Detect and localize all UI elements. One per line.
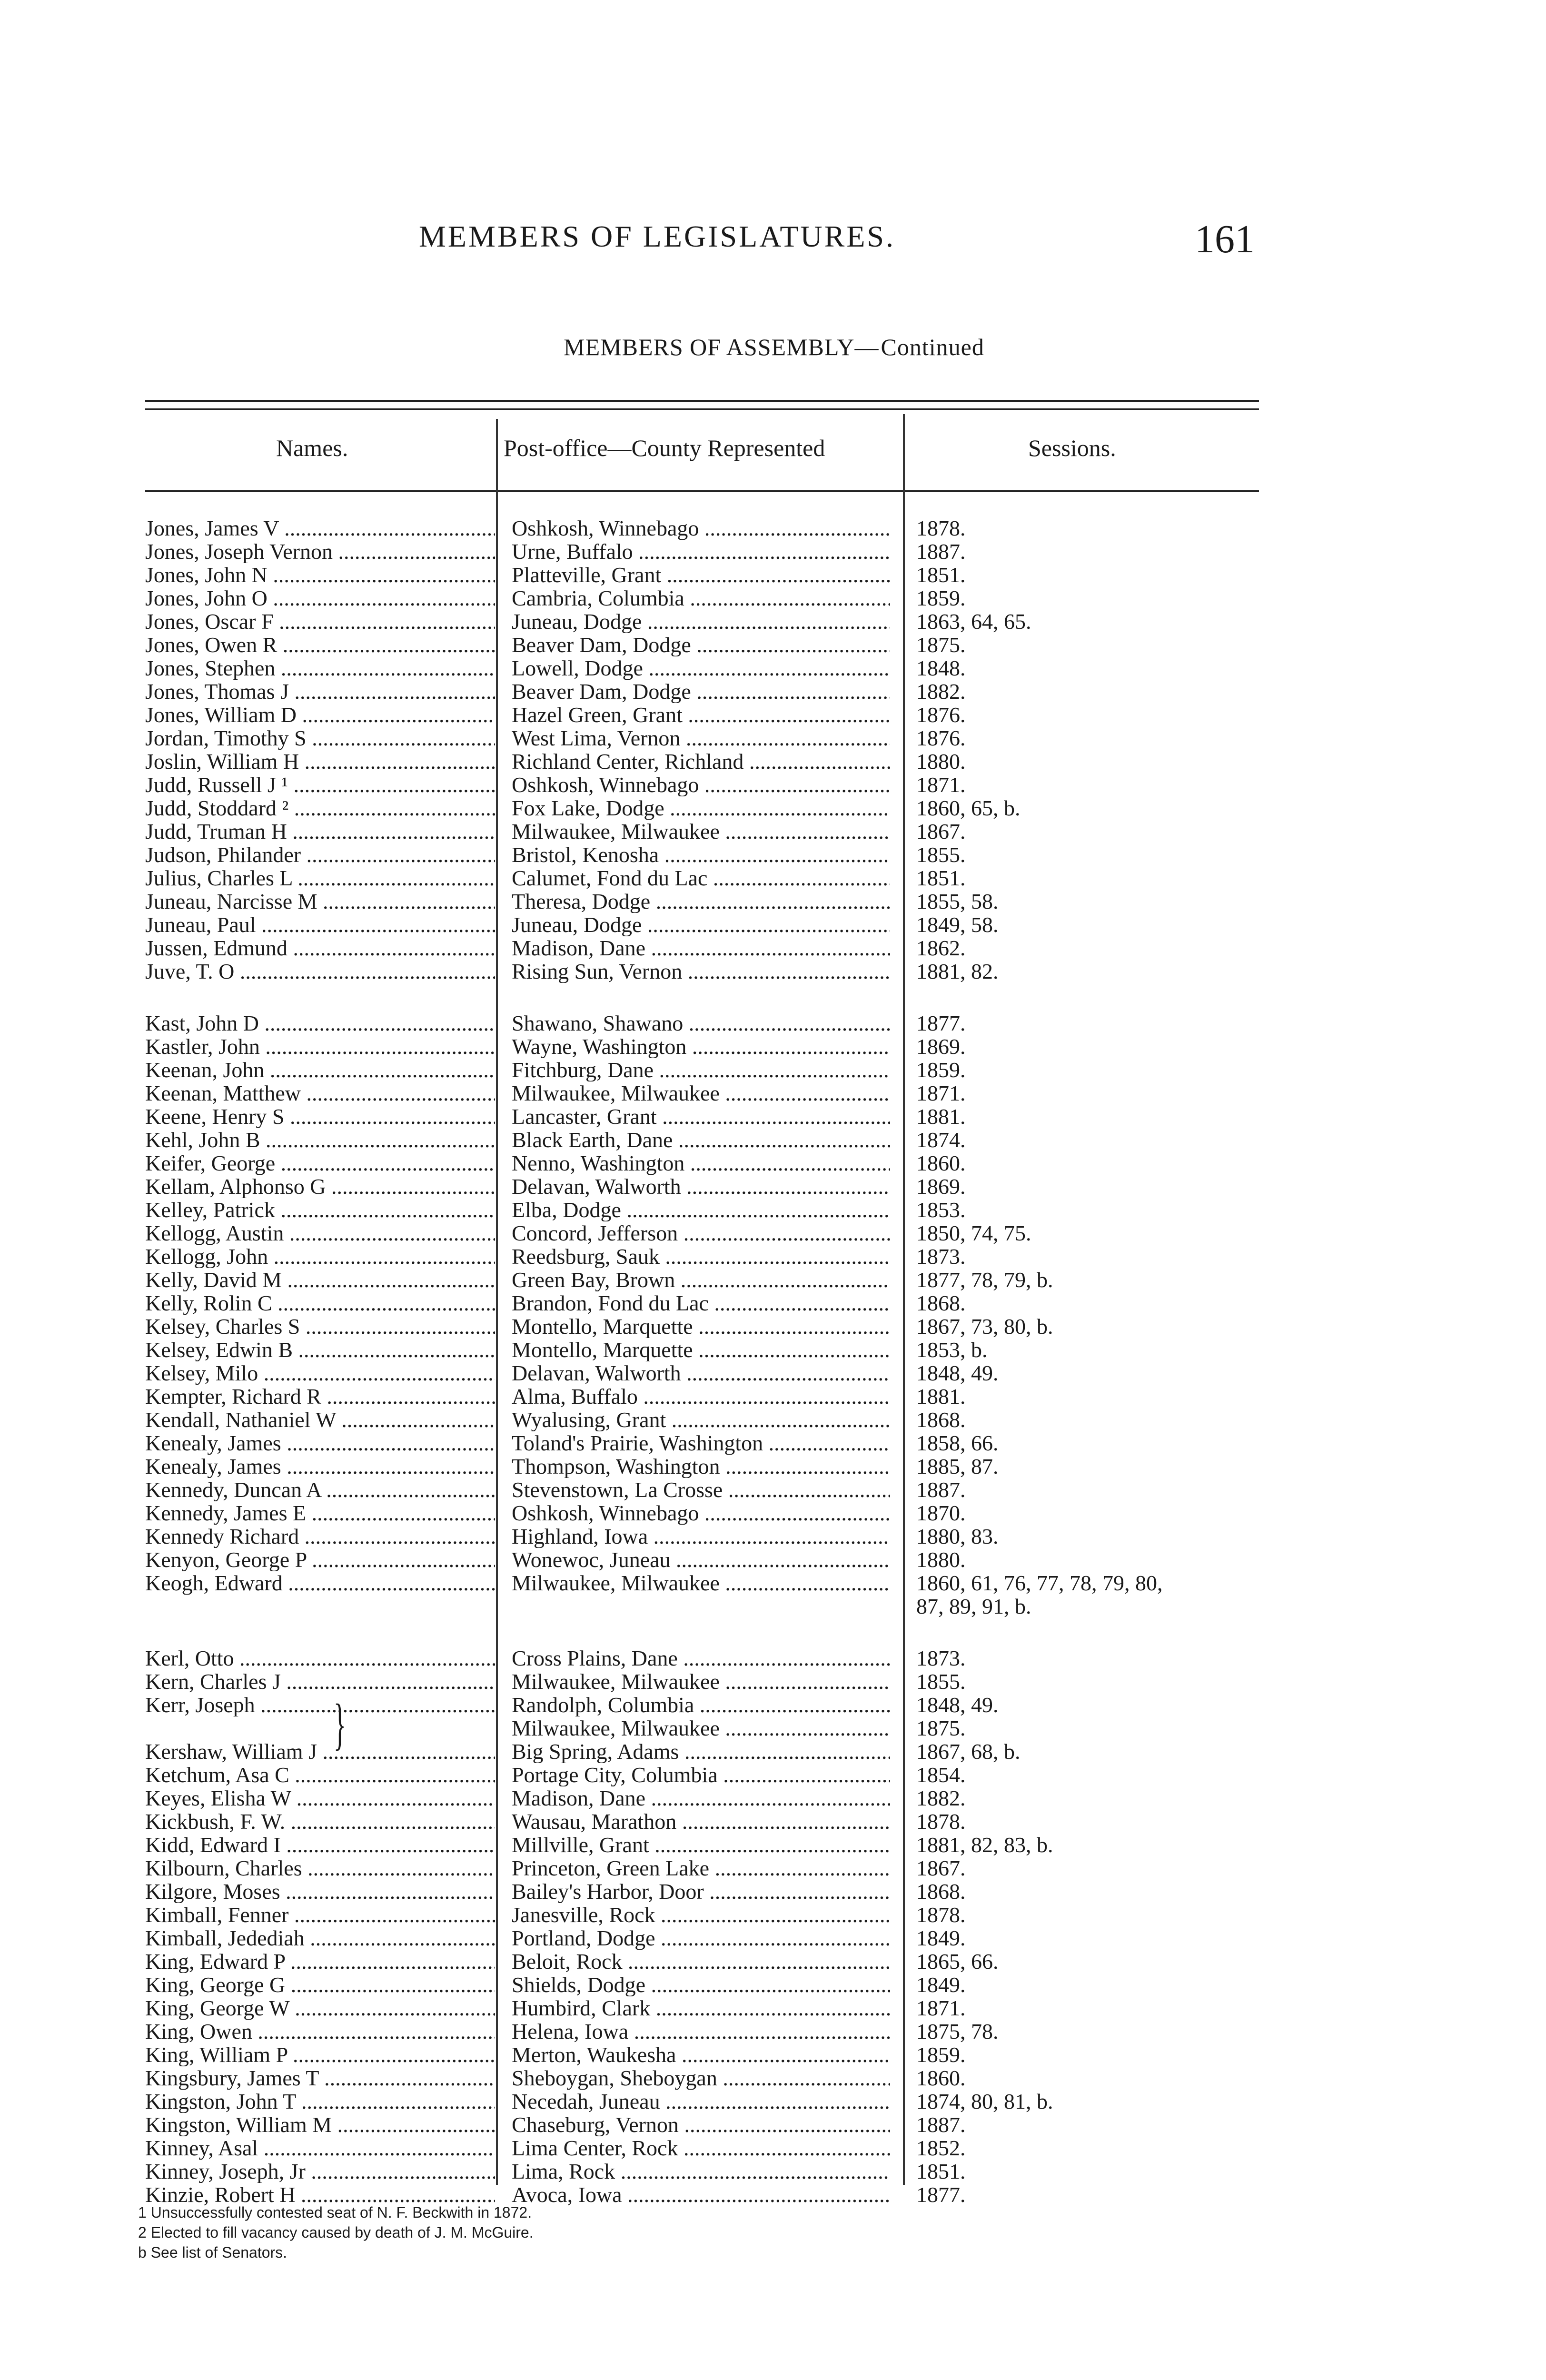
sessions-cell: 1867, 68, b. bbox=[916, 1740, 1021, 1763]
post-office-cell: Juneau, Dodge ..... bbox=[512, 610, 890, 633]
post-office-cell: Necedah, Juneau ..... bbox=[512, 2090, 890, 2113]
sessions-cell: 1881, 82, 83, b. bbox=[916, 1833, 1053, 1856]
member-name-cell: Kempter, Richard R ..... bbox=[145, 1385, 495, 1408]
member-name-cell: Juneau, Paul ..... bbox=[145, 913, 495, 936]
sessions-cell: 1862. bbox=[916, 936, 966, 960]
post-office-cell: Shields, Dodge ..... bbox=[512, 1973, 890, 1996]
post-office-cell: Madison, Dane ..... bbox=[512, 936, 890, 960]
sessions-cell: 1878. bbox=[916, 516, 966, 540]
sessions-cell: 1868. bbox=[916, 1408, 966, 1431]
post-office-cell: Janesville, Rock ..... bbox=[512, 1903, 890, 1926]
footnote-b: b See list of Senators. bbox=[138, 2244, 287, 2261]
member-name-cell: Julius, Charles L ..... bbox=[145, 866, 495, 890]
member-name-cell: Juve, T. O ..... bbox=[145, 960, 495, 983]
sessions-cell: 1848, 49. bbox=[916, 1361, 999, 1385]
sessions-cell: 1863, 64, 65. bbox=[916, 610, 1031, 633]
post-office-cell: Delavan, Walworth ..... bbox=[512, 1361, 890, 1385]
sessions-cell: 1867. bbox=[916, 1856, 966, 1880]
footnote-1: 1 Unsuccessfully contested seat of N. F. Beckwith in 1872. bbox=[138, 2204, 532, 2221]
member-name-cell: King, Edward P ..... bbox=[145, 1950, 495, 1973]
member-name-cell: Jones, James V ..... bbox=[145, 516, 495, 540]
sessions-cell: 1887. bbox=[916, 1478, 966, 1501]
post-office-cell: Oshkosh, Winnebago ..... bbox=[512, 516, 890, 540]
sessions-cell: 1875. bbox=[916, 1716, 966, 1740]
header-bottom-rule bbox=[145, 490, 1259, 492]
post-office-cell: Fox Lake, Dodge ..... bbox=[512, 796, 890, 820]
page-title: MEMBERS OF LEGISLATURES. bbox=[419, 219, 895, 253]
page-header bbox=[0, 219, 1546, 271]
post-office-cell: Oshkosh, Winnebago ..... bbox=[512, 773, 890, 796]
sessions-cell: 1851. bbox=[916, 866, 966, 890]
sessions-cell: 1881. bbox=[916, 1385, 966, 1408]
post-office-cell: Montello, Marquette ..... bbox=[512, 1338, 890, 1361]
post-office-cell: Cambria, Columbia ..... bbox=[512, 586, 890, 610]
member-name-cell: Kellogg, John ..... bbox=[145, 1245, 495, 1268]
post-office-cell: Milwaukee, Milwaukee ..... bbox=[512, 1571, 890, 1595]
post-office-cell: Reedsburg, Sauk ..... bbox=[512, 1245, 890, 1268]
member-name-cell: King, George W ..... bbox=[145, 1996, 495, 2020]
post-office-cell: Milwaukee, Milwaukee ..... bbox=[512, 1716, 890, 1740]
member-name-cell: Keene, Henry S ..... bbox=[145, 1105, 495, 1128]
member-name-cell: Kellam, Alphonso G ..... bbox=[145, 1175, 495, 1198]
member-name-cell: Jones, Thomas J ..... bbox=[145, 680, 495, 703]
post-office-cell: Portland, Dodge ..... bbox=[512, 1926, 890, 1950]
sessions-cell: 1848, 49. bbox=[916, 1693, 999, 1716]
member-name-cell: Kimball, Jedediah ..... bbox=[145, 1926, 495, 1950]
member-name-cell: Jones, William D ..... bbox=[145, 703, 495, 726]
sessions-cell: 1878. bbox=[916, 1810, 966, 1833]
post-office-cell: Wausau, Marathon ..... bbox=[512, 1810, 890, 1833]
sessions-cell: 1860. bbox=[916, 1151, 966, 1175]
member-name-cell: Kelsey, Charles S ..... bbox=[145, 1315, 495, 1338]
post-office-cell: Brandon, Fond du Lac ..... bbox=[512, 1291, 890, 1315]
sessions-cell: 1871. bbox=[916, 1996, 966, 2020]
column-header-names: Names. bbox=[276, 435, 348, 461]
column-header-post-office: Post-office—County Represented bbox=[504, 435, 825, 461]
sessions-cell: 1868. bbox=[916, 1880, 966, 1903]
post-office-cell: Sheboygan, Sheboygan ..... bbox=[512, 2066, 890, 2090]
sessions-cell: 1859. bbox=[916, 586, 966, 610]
post-office-cell: Lima Center, Rock ..... bbox=[512, 2136, 890, 2160]
member-name-cell: Kickbush, F. W. ..... bbox=[145, 1810, 495, 1833]
post-office-cell: Rising Sun, Vernon ..... bbox=[512, 960, 890, 983]
page-number: 161 bbox=[1195, 217, 1255, 261]
sessions-cell: 1881, 82. bbox=[916, 960, 999, 983]
post-office-cell: Big Spring, Adams ..... bbox=[512, 1740, 890, 1763]
post-office-cell: Platteville, Grant ..... bbox=[512, 563, 890, 586]
post-office-cell: Montello, Marquette ..... bbox=[512, 1315, 890, 1338]
member-name-cell: Keogh, Edward ..... bbox=[145, 1571, 495, 1595]
member-name-cell: Jones, Oscar F ..... bbox=[145, 610, 495, 633]
sessions-cell: 1875, 78. bbox=[916, 2020, 999, 2043]
member-name-cell: Kellogg, Austin ..... bbox=[145, 1221, 495, 1245]
post-office-cell: Delavan, Walworth ..... bbox=[512, 1175, 890, 1198]
post-office-cell: Shawano, Shawano ..... bbox=[512, 1012, 890, 1035]
post-office-cell: Humbird, Clark ..... bbox=[512, 1996, 890, 2020]
member-name-cell: Kimball, Fenner ..... bbox=[145, 1903, 495, 1926]
sessions-cell: 1848. bbox=[916, 656, 966, 680]
sessions-cell: 1860. bbox=[916, 2066, 966, 2090]
sessions-cell: 1870. bbox=[916, 1501, 966, 1525]
member-name-cell: Kelley, Patrick ..... bbox=[145, 1198, 495, 1221]
post-office-cell: Milwaukee, Milwaukee ..... bbox=[512, 1081, 890, 1105]
member-name-cell: Kennedy Richard ..... bbox=[145, 1525, 495, 1548]
sessions-cell: 1851. bbox=[916, 563, 966, 586]
sessions-cell: 1854. bbox=[916, 1763, 966, 1786]
post-office-cell: Helena, Iowa ..... bbox=[512, 2020, 890, 2043]
post-office-cell: Toland's Prairie, Washington ..... bbox=[512, 1431, 890, 1455]
sessions-cell: 1850, 74, 75. bbox=[916, 1221, 1031, 1245]
member-name-cell: Kelsey, Milo ..... bbox=[145, 1361, 495, 1385]
post-office-cell: Theresa, Dodge ..... bbox=[512, 890, 890, 913]
sessions-cell: 1868. bbox=[916, 1291, 966, 1315]
sessions-cell: 1865, 66. bbox=[916, 1950, 999, 1973]
sessions-cell: 1881. bbox=[916, 1105, 966, 1128]
sessions-cell: 1849. bbox=[916, 1926, 966, 1950]
member-name-cell: Kingston, William M ..... bbox=[145, 2113, 495, 2136]
sessions-cell: 1882. bbox=[916, 680, 966, 703]
member-name-cell: Judd, Truman H ..... bbox=[145, 820, 495, 843]
sessions-cell: 1860, 61, 76, 77, 78, 79, 80, bbox=[916, 1571, 1163, 1595]
sessions-cell: 1869. bbox=[916, 1035, 966, 1058]
post-office-cell: Green Bay, Brown ..... bbox=[512, 1268, 890, 1291]
post-office-cell: Beaver Dam, Dodge ..... bbox=[512, 633, 890, 656]
sessions-cell: 1877. bbox=[916, 1012, 966, 1035]
member-name-cell: Jones, John N ..... bbox=[145, 563, 495, 586]
member-name-cell: Kingston, John T ..... bbox=[145, 2090, 495, 2113]
sessions-cell: 1855. bbox=[916, 1670, 966, 1693]
member-name-cell: Kendall, Nathaniel W ..... bbox=[145, 1408, 495, 1431]
member-name-cell: Jones, Joseph Vernon ..... bbox=[145, 540, 495, 563]
sessions-cell: 1878. bbox=[916, 1903, 966, 1926]
sessions-cell: 1877, 78, 79, b. bbox=[916, 1268, 1053, 1291]
member-name-cell: Kelly, David M ..... bbox=[145, 1268, 495, 1291]
post-office-cell: West Lima, Vernon ..... bbox=[512, 726, 890, 750]
column-divider-2 bbox=[903, 414, 905, 2185]
member-name-cell: Kenealy, James ..... bbox=[145, 1431, 495, 1455]
member-name-cell: Kilbourn, Charles ..... bbox=[145, 1856, 495, 1880]
member-name-cell: Kehl, John B ..... bbox=[145, 1128, 495, 1151]
post-office-cell: Beaver Dam, Dodge ..... bbox=[512, 680, 890, 703]
member-name-cell: Kenealy, James ..... bbox=[145, 1455, 495, 1478]
member-name-cell: Jones, Owen R ..... bbox=[145, 633, 495, 656]
subtitle-main: MEMBERS OF ASSEMBLY— bbox=[564, 334, 879, 360]
member-name-cell: Keifer, George ..... bbox=[145, 1151, 495, 1175]
sessions-cell: 1858, 66. bbox=[916, 1431, 999, 1455]
member-name-cell: Kilgore, Moses ..... bbox=[145, 1880, 495, 1903]
sessions-cell: 1853, b. bbox=[916, 1338, 988, 1361]
member-name-cell: Keenan, Matthew ..... bbox=[145, 1081, 495, 1105]
member-name-cell: Kennedy, James E ..... bbox=[145, 1501, 495, 1525]
member-name-cell: Kenyon, George P ..... bbox=[145, 1548, 495, 1571]
table-top-rule bbox=[145, 400, 1259, 402]
post-office-cell: Highland, Iowa ..... bbox=[512, 1525, 890, 1548]
member-name-cell: King, Owen ..... bbox=[145, 2020, 495, 2043]
table-top-rule-2 bbox=[145, 408, 1259, 410]
member-name-cell: Jordan, Timothy S ..... bbox=[145, 726, 495, 750]
sessions-cell: 1855. bbox=[916, 843, 966, 866]
sessions-cell: 1876. bbox=[916, 703, 966, 726]
member-name-cell: Kerr, Joseph ..... bbox=[145, 1693, 495, 1716]
column-divider-1 bbox=[496, 419, 498, 2185]
post-office-cell: Richland Center, Richland ..... bbox=[512, 750, 890, 773]
sessions-cell: 1869. bbox=[916, 1175, 966, 1198]
post-office-cell: Randolph, Columbia ..... bbox=[512, 1693, 890, 1716]
post-office-cell: Lancaster, Grant ..... bbox=[512, 1105, 890, 1128]
sessions-cell: 1880, 83. bbox=[916, 1525, 999, 1548]
member-name-cell: Jones, Stephen ..... bbox=[145, 656, 495, 680]
member-name-cell: Keenan, John ..... bbox=[145, 1058, 495, 1081]
post-office-cell: Black Earth, Dane ..... bbox=[512, 1128, 890, 1151]
member-name-cell: King, George G ..... bbox=[145, 1973, 495, 1996]
post-office-cell: Elba, Dodge ..... bbox=[512, 1198, 890, 1221]
member-name-cell: Kast, John D ..... bbox=[145, 1012, 495, 1035]
sessions-cell: 1874. bbox=[916, 1128, 966, 1151]
subtitle-continued: Continued bbox=[881, 334, 984, 360]
post-office-cell: Alma, Buffalo ..... bbox=[512, 1385, 890, 1408]
post-office-cell: Calumet, Fond du Lac ..... bbox=[512, 866, 890, 890]
sessions-cell: 1859. bbox=[916, 1058, 966, 1081]
sessions-cell: 1849, 58. bbox=[916, 913, 999, 936]
section-subtitle bbox=[0, 333, 1546, 361]
sessions-cell: 1851. bbox=[916, 2160, 966, 2183]
sessions-cell: 1887. bbox=[916, 540, 966, 563]
sessions-cell: 1860, 65, b. bbox=[916, 796, 1021, 820]
post-office-cell: Wyalusing, Grant ..... bbox=[512, 1408, 890, 1431]
member-name-cell: Jones, John O ..... bbox=[145, 586, 495, 610]
sessions-cell: 1853. bbox=[916, 1198, 966, 1221]
post-office-cell: Urne, Buffalo ..... bbox=[512, 540, 890, 563]
sessions-cell: 1871. bbox=[916, 1081, 966, 1105]
brace-glyph: } bbox=[333, 1692, 346, 1755]
member-name-cell: Judd, Russell J ¹ ..... bbox=[145, 773, 495, 796]
post-office-cell: Oshkosh, Winnebago ..... bbox=[512, 1501, 890, 1525]
member-name-cell: Kershaw, William J ..... bbox=[145, 1740, 495, 1763]
post-office-cell: Juneau, Dodge ..... bbox=[512, 913, 890, 936]
sessions-cell: 1876. bbox=[916, 726, 966, 750]
sessions-cell: 1873. bbox=[916, 1646, 966, 1670]
sessions-cell: 1875. bbox=[916, 633, 966, 656]
post-office-cell: Stevenstown, La Crosse ..... bbox=[512, 1478, 890, 1501]
sessions-cell: 1882. bbox=[916, 1786, 966, 1810]
member-name-cell: Kern, Charles J ..... bbox=[145, 1670, 495, 1693]
sessions-cell: 1871. bbox=[916, 773, 966, 796]
sessions-cell: 1885, 87. bbox=[916, 1455, 999, 1478]
sessions-cell: 1880. bbox=[916, 750, 966, 773]
member-name-cell: Keyes, Elisha W ..... bbox=[145, 1786, 495, 1810]
sessions-cell: 1849. bbox=[916, 1973, 966, 1996]
column-header-sessions: Sessions. bbox=[1028, 435, 1116, 461]
post-office-cell: Milwaukee, Milwaukee ..... bbox=[512, 1670, 890, 1693]
post-office-cell: Princeton, Green Lake ..... bbox=[512, 1856, 890, 1880]
sessions-cell: 1867, 73, 80, b. bbox=[916, 1315, 1053, 1338]
member-name-cell: King, William P ..... bbox=[145, 2043, 495, 2066]
member-name-cell: Kastler, John ..... bbox=[145, 1035, 495, 1058]
post-office-cell: Wonewoc, Juneau ..... bbox=[512, 1548, 890, 1571]
post-office-cell: Bristol, Kenosha ..... bbox=[512, 843, 890, 866]
sessions-cell: 87, 89, 91, b. bbox=[916, 1595, 1031, 1618]
member-name-cell: Kingsbury, James T ..... bbox=[145, 2066, 495, 2090]
post-office-cell: Wayne, Washington ..... bbox=[512, 1035, 890, 1058]
sessions-cell: 1880. bbox=[916, 1548, 966, 1571]
post-office-cell: Millville, Grant ..... bbox=[512, 1833, 890, 1856]
sessions-cell: 1887. bbox=[916, 2113, 966, 2136]
post-office-cell: Chaseburg, Vernon ..... bbox=[512, 2113, 890, 2136]
member-name-cell: Kinzie, Robert H ..... bbox=[145, 2183, 495, 2206]
member-name-cell: Kennedy, Duncan A ..... bbox=[145, 1478, 495, 1501]
sessions-cell: 1859. bbox=[916, 2043, 966, 2066]
post-office-cell: Madison, Dane ..... bbox=[512, 1786, 890, 1810]
member-name-cell: Kerl, Otto ..... bbox=[145, 1646, 495, 1670]
sessions-cell: 1852. bbox=[916, 2136, 966, 2160]
sessions-cell: 1873. bbox=[916, 1245, 966, 1268]
post-office-cell: Avoca, Iowa ..... bbox=[512, 2183, 890, 2206]
member-name-cell: Juneau, Narcisse M ..... bbox=[145, 890, 495, 913]
sessions-cell: 1874, 80, 81, b. bbox=[916, 2090, 1053, 2113]
post-office-cell: Bailey's Harbor, Door ..... bbox=[512, 1880, 890, 1903]
post-office-cell: Lowell, Dodge ..... bbox=[512, 656, 890, 680]
member-name-cell: Kelsey, Edwin B ..... bbox=[145, 1338, 495, 1361]
sessions-cell: 1877. bbox=[916, 2183, 966, 2206]
post-office-cell: Milwaukee, Milwaukee ..... bbox=[512, 820, 890, 843]
post-office-cell: Cross Plains, Dane ..... bbox=[512, 1646, 890, 1670]
member-name-cell: Kinney, Joseph, Jr ..... bbox=[145, 2160, 495, 2183]
footnote-2: 2 Elected to fill vacancy caused by death of J. M. McGuire. bbox=[138, 2224, 534, 2241]
member-name-cell: Judson, Philander ..... bbox=[145, 843, 495, 866]
post-office-cell: Lima, Rock ..... bbox=[512, 2160, 890, 2183]
member-name-cell: Jussen, Edmund ..... bbox=[145, 936, 495, 960]
member-name-cell: Ketchum, Asa C ..... bbox=[145, 1763, 495, 1786]
member-name-cell: Kelly, Rolin C ..... bbox=[145, 1291, 495, 1315]
post-office-cell: Fitchburg, Dane ..... bbox=[512, 1058, 890, 1081]
member-name-cell: Kidd, Edward I ..... bbox=[145, 1833, 495, 1856]
member-name-cell: Kinney, Asal ..... bbox=[145, 2136, 495, 2160]
post-office-cell: Thompson, Washington ..... bbox=[512, 1455, 890, 1478]
sessions-cell: 1867. bbox=[916, 820, 966, 843]
post-office-cell: Nenno, Washington ..... bbox=[512, 1151, 890, 1175]
member-name-cell: Joslin, William H ..... bbox=[145, 750, 495, 773]
sessions-cell: 1855, 58. bbox=[916, 890, 999, 913]
post-office-cell: Merton, Waukesha ..... bbox=[512, 2043, 890, 2066]
post-office-cell: Hazel Green, Grant ..... bbox=[512, 703, 890, 726]
post-office-cell: Beloit, Rock ..... bbox=[512, 1950, 890, 1973]
member-name-cell: Judd, Stoddard ² ..... bbox=[145, 796, 495, 820]
post-office-cell: Portage City, Columbia ..... bbox=[512, 1763, 890, 1786]
post-office-cell: Concord, Jefferson ..... bbox=[512, 1221, 890, 1245]
